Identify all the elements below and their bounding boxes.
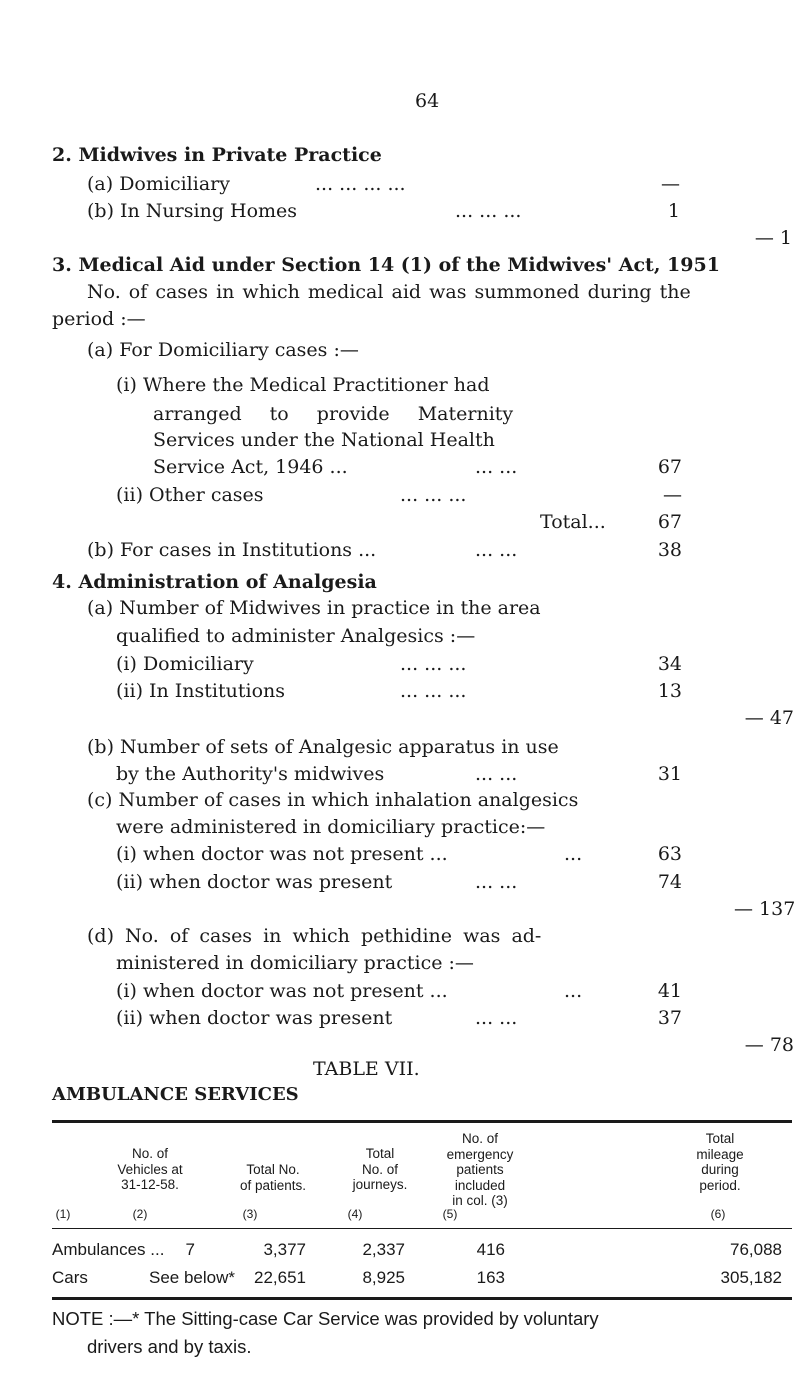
s4-d-total: — 78 (744, 1034, 794, 1056)
table-note-line-1: NOTE :—* The Sitting-case Car Service was provided by voluntary (52, 1308, 599, 1329)
row2-patients: 22,651 (254, 1268, 306, 1287)
s2-b-value: 1 (667, 200, 680, 222)
s4-c-ii-value: 74 (657, 871, 682, 893)
s2-total: — 1 (754, 227, 792, 249)
s4-d-ii-value: 37 (657, 1007, 682, 1029)
col1-number: (1) (55, 1207, 71, 1221)
section-4-heading: 4. Administration of Analgesia (52, 571, 377, 593)
s4-a-ii-dots: ... ... ... (400, 680, 467, 702)
s3-i-value: 67 (657, 456, 682, 478)
table-header-rule (52, 1228, 792, 1229)
col4-number: (4) (347, 1207, 363, 1221)
s4-b-value: 31 (657, 763, 682, 785)
s4-c-total: — 137 (734, 898, 796, 920)
section-2-heading: 2. Midwives in Private Practice (52, 144, 382, 166)
s4-a-i-dots: ... ... ... (400, 653, 467, 675)
col6-number: (6) (710, 1207, 726, 1221)
col2-number: (2) (132, 1207, 148, 1221)
s4-a-line-2: qualified to administer Analgesics :— (116, 625, 476, 647)
table-caption: TABLE VII. (313, 1058, 420, 1080)
s2-a-label: (a) Domiciliary (87, 173, 230, 195)
table-note-line-2: drivers and by taxis. (87, 1336, 252, 1357)
col5-number: (5) (442, 1207, 458, 1221)
row1-patients: 3,377 (263, 1240, 306, 1259)
s4-a-total: — 47 (744, 707, 794, 729)
s4-d-i-label: (i) when doctor was not present ... (116, 980, 448, 1002)
col5-header: No. of emergency patients included in col. (3) (446, 1131, 514, 1209)
col3-number: (3) (242, 1207, 258, 1221)
s3-i-line-4: Service Act, 1946 ... (153, 456, 348, 478)
s4-d-line-1: (d) No. of cases in which pethidine was ad- (87, 925, 542, 947)
table-bottom-rule (52, 1297, 792, 1300)
row1-vehicles: 7 (185, 1240, 195, 1259)
row2-label: Cars (52, 1268, 88, 1287)
col2-header: No. of Vehicles at 31-12-58. (117, 1146, 183, 1193)
s3-i-line-3: Services under the National Health (153, 429, 495, 451)
table-top-rule (52, 1120, 792, 1123)
s3-i-line-2: arranged to provide Maternity (153, 403, 514, 425)
s4-b-dots: ... ... (475, 763, 518, 785)
row1-emergency: 416 (476, 1240, 505, 1259)
section-3-heading: 3. Medical Aid under Section 14 (1) of the Midwives' Act, 1951 (52, 254, 720, 276)
s4-d-i-dots: ... (564, 980, 583, 1002)
s3-ii-dots: ... ... ... (400, 484, 467, 506)
s4-a-i-label: (i) Domiciliary (116, 653, 254, 675)
s3-total-label: Total... (540, 511, 606, 533)
s4-d-line-2: ministered in domiciliary practice :— (116, 952, 474, 974)
s3-intro-2: period :— (52, 308, 146, 330)
s3-i-line-1: (i) Where the Medical Practitioner had (116, 374, 490, 396)
col4-header: Total No. of journeys. (352, 1146, 408, 1193)
row2-journeys: 8,925 (362, 1268, 405, 1287)
s4-c-i-label: (i) when doctor was not present ... (116, 843, 448, 865)
s3-b-dots: ... ... (475, 539, 518, 561)
s4-a-line-1: (a) Number of Midwives in practice in the area (87, 597, 541, 619)
table-title: AMBULANCE SERVICES (52, 1084, 299, 1105)
page-number: 64 (415, 90, 440, 112)
s3-b-label: (b) For cases in Institutions ... (87, 539, 377, 561)
s2-b-label: (b) In Nursing Homes (87, 200, 298, 222)
s4-c-line-1: (c) Number of cases in which inhalation analgesics (87, 789, 579, 811)
s3-intro-1: No. of cases in which medical aid was summoned during the (87, 281, 691, 303)
s4-c-ii-label: (ii) when doctor was present (116, 871, 393, 893)
s3-a-label: (a) For Domiciliary cases :— (87, 339, 359, 361)
row2-vehicles: See below* (148, 1268, 235, 1287)
row2-mileage: 305,182 (720, 1268, 782, 1287)
s4-c-line-2: were administered in domiciliary practice:— (116, 816, 546, 838)
s3-ii-value: — (663, 484, 682, 506)
col6-header: Total mileage during period. (696, 1131, 744, 1193)
row1-journeys: 2,337 (362, 1240, 405, 1259)
s3-b-value: 38 (657, 539, 682, 561)
s3-total-value: 67 (657, 511, 682, 533)
s4-b-line-2: by the Authority's midwives (116, 763, 385, 785)
s4-c-i-value: 63 (657, 843, 682, 865)
row1-mileage: 76,088 (730, 1240, 782, 1259)
s4-c-i-dots: ... (564, 843, 583, 865)
s4-d-ii-label: (ii) when doctor was present (116, 1007, 393, 1029)
row1-label: Ambulances ... (52, 1240, 165, 1259)
s4-d-ii-dots: ... ... (475, 1007, 518, 1029)
s4-a-ii-value: 13 (657, 680, 682, 702)
s4-d-i-value: 41 (657, 980, 682, 1002)
s4-a-i-value: 34 (657, 653, 682, 675)
s3-i-dots: ... ... (475, 456, 518, 478)
s2-a-value: — (661, 173, 680, 195)
s4-c-ii-dots: ... ... (475, 871, 518, 893)
s4-b-line-1: (b) Number of sets of Analgesic apparatus in use (87, 736, 559, 758)
s4-a-ii-label: (ii) In Institutions (116, 680, 286, 702)
s2-a-dots: ... ... ... ... (315, 173, 406, 195)
col3-header: Total No. of patients. (239, 1162, 307, 1193)
row2-emergency: 163 (476, 1268, 505, 1287)
s2-b-dots: ... ... ... (455, 200, 522, 222)
s3-ii-label: (ii) Other cases (116, 484, 264, 506)
